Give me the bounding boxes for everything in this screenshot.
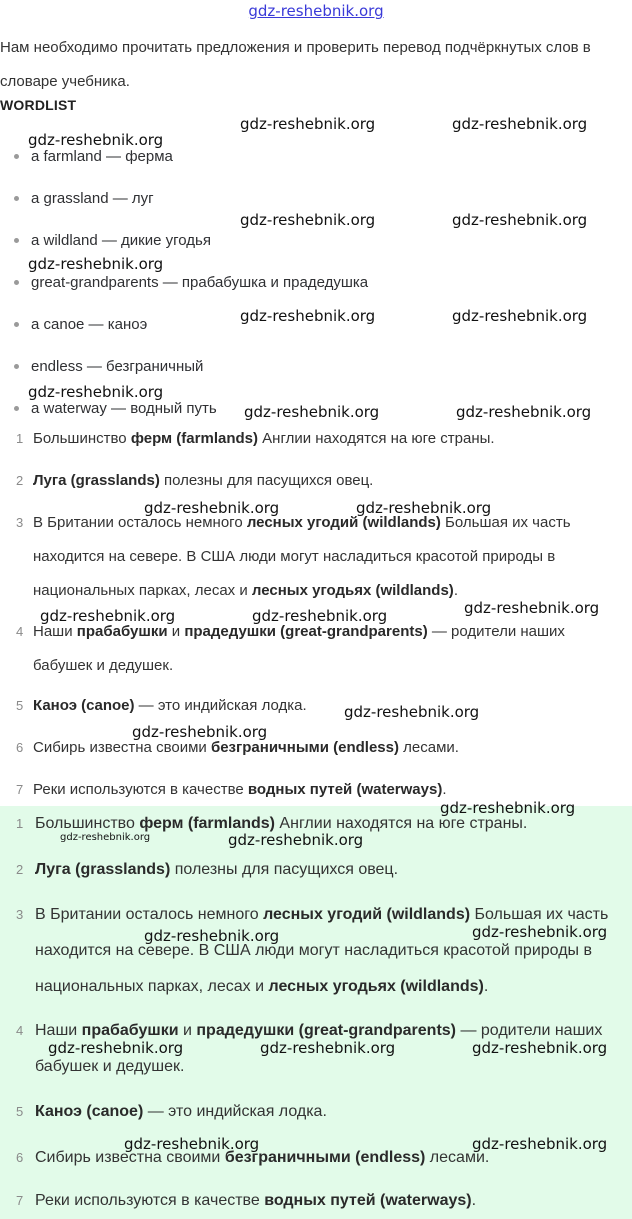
wordlist-item — [14, 229, 211, 253]
answer-text: Наши прабабушки и прадедушки (great-grandparents) — родители наших бабушек и дедушек. — [35, 1022, 603, 1075]
answer-text: Каноэ (canoe) — это индийская лодка. — [35, 1103, 327, 1120]
sentence-text: Сибирь известна своими безграничными (endless) лесами. — [33, 739, 459, 756]
watermark: gdz-reshebnik.org — [344, 703, 480, 721]
wordlist-item-text: a waterway — водный путь — [31, 400, 217, 417]
watermark: gdz-reshebnik.org — [356, 499, 492, 517]
watermark: gdz-reshebnik.org — [472, 1039, 608, 1057]
watermark: gdz-reshebnik.org — [244, 403, 380, 421]
watermark: gdz-reshebnik.org — [452, 115, 588, 133]
watermark: gdz-reshebnik.org — [472, 923, 608, 941]
watermark: gdz-reshebnik.org — [252, 607, 388, 625]
sentence-text: Реки используются в качестве водных путей (waterways). — [33, 781, 447, 798]
wordlist-item — [14, 313, 147, 337]
answer-number: 3 — [16, 907, 24, 922]
sentence-text: Большинство ферм (farmlands) Англии находятся на юге страны. — [33, 430, 495, 447]
wordlist-item-text: endless — безграничный — [31, 358, 204, 375]
watermark: gdz-reshebnik.org — [40, 607, 176, 625]
sentence-text: Каноэ (canoe) — это индийская лодка. — [33, 697, 307, 714]
wordlist-item — [14, 271, 368, 295]
bullet-icon — [14, 238, 19, 243]
answer-text: Реки используются в качестве водных путей (waterways). — [35, 1192, 477, 1209]
watermark: gdz-reshebnik.org — [452, 307, 588, 325]
answer-number: 7 — [16, 1193, 24, 1208]
wordlist-item-text: a farmland — ферма — [31, 148, 173, 165]
wordlist-item-text: a grassland — луг — [31, 190, 154, 207]
answer-number: 6 — [16, 1150, 24, 1165]
watermark: gdz-reshebnik.org — [456, 403, 592, 421]
bullet-icon — [14, 322, 19, 327]
answer-number: 1 — [16, 816, 24, 831]
bullet-icon — [14, 280, 19, 285]
site-link[interactable]: gdz-reshebnik.org — [248, 2, 384, 20]
wordlist-item-text: a wildland — дикие угодья — [31, 232, 211, 249]
bullet-icon — [14, 154, 19, 159]
watermark: gdz-reshebnik.org — [260, 1039, 396, 1057]
sentence-number: 6 — [16, 740, 24, 755]
answer-number: 2 — [16, 862, 24, 877]
watermark: gdz-reshebnik.org — [240, 307, 376, 325]
answer-number: 4 — [16, 1023, 24, 1038]
watermark: gdz-reshebnik.org — [28, 255, 164, 273]
watermark: gdz-reshebnik.org — [240, 211, 376, 229]
watermark: gdz-reshebnik.org — [60, 832, 151, 843]
watermark: gdz-reshebnik.org — [132, 723, 268, 741]
wordlist-item — [14, 355, 203, 379]
bullet-icon — [14, 406, 19, 411]
wordlist-heading: WORDLIST — [0, 97, 77, 113]
sentence-number: 5 — [16, 698, 24, 713]
sentence-number: 7 — [16, 782, 24, 797]
sentence-number: 3 — [16, 515, 24, 530]
watermark: gdz-reshebnik.org — [48, 1039, 184, 1057]
sentence-text: В Британии осталось немного лесных угодий (wildlands) Большая их часть находится на севере. В США люди могут насладиться красотой природы в национальных парках, лесах и лесных угодьях (wildlands). — [33, 514, 571, 599]
answer-text: В Британии осталось немного лесных угодий (wildlands) Большая их часть находится на севере. В США люди могут насладиться красотой природы в национальных парках, лесах и лесных угодьях (wildlands). — [35, 906, 609, 995]
watermark: gdz-reshebnik.org — [144, 927, 280, 945]
answer-text: Луга (grasslands) полезны для пасущихся овец. — [35, 861, 399, 878]
watermark: gdz-reshebnik.org — [464, 599, 600, 617]
watermark: gdz-reshebnik.org — [240, 115, 376, 133]
sentence-number: 4 — [16, 624, 24, 639]
watermark: gdz-reshebnik.org — [472, 1135, 608, 1153]
wordlist-item-text: a canoe — каноэ — [31, 316, 148, 333]
watermark: gdz-reshebnik.org — [28, 383, 164, 401]
answer-text: Большинство ферм (farmlands) Англии находятся на юге страны. — [35, 815, 528, 832]
watermark: gdz-reshebnik.org — [124, 1135, 260, 1153]
wordlist-item-text: great-grandparents — прабабушка и прадедушка — [31, 274, 369, 291]
watermark: gdz-reshebnik.org — [28, 131, 164, 149]
bullet-icon — [14, 364, 19, 369]
answer-number: 5 — [16, 1104, 24, 1119]
watermark: gdz-reshebnik.org — [452, 211, 588, 229]
intro-text: Нам необходимо прочитать предложения и проверить перевод подчёркнутых слов в словаре учебника. — [0, 39, 591, 90]
watermark: gdz-reshebnik.org — [144, 499, 280, 517]
answer-text: Сибирь известна своими безграничными (endless) лесами. — [35, 1149, 490, 1166]
sentence-number: 2 — [16, 473, 24, 488]
watermark: gdz-reshebnik.org — [228, 831, 364, 849]
bullet-icon — [14, 196, 19, 201]
sentence-text: Наши прабабушки и прадедушки (great-grandparents) — родители наших бабушек и дедушек. — [33, 623, 565, 674]
sentence-text: Луга (grasslands) полезны для пасущихся овец. — [33, 472, 374, 489]
wordlist-item — [14, 187, 154, 211]
watermark: gdz-reshebnik.org — [440, 799, 576, 817]
sentence-number: 1 — [16, 431, 24, 446]
